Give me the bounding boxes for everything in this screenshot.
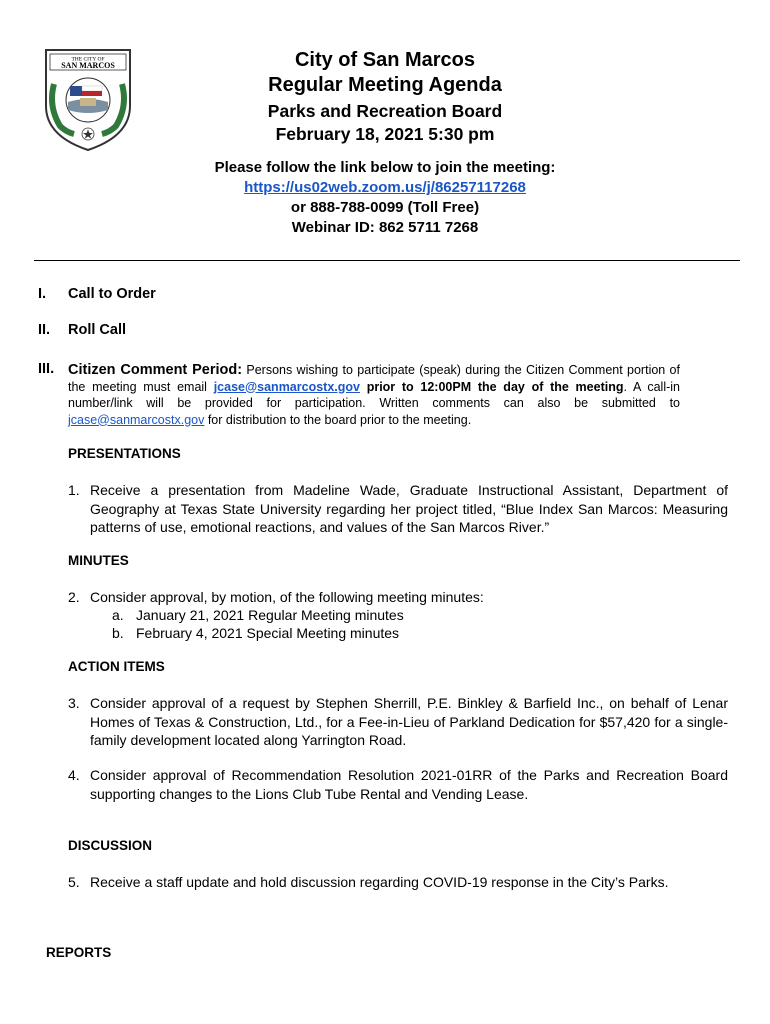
minutes-subitem-a: a. January 21, 2021 Regular Meeting minutes bbox=[112, 607, 404, 623]
email-link-2[interactable]: jcase@sanmarcostx.gov bbox=[68, 412, 205, 427]
header-divider bbox=[34, 260, 740, 261]
phone-number: or 888-788-0099 (Toll Free) bbox=[290, 199, 480, 216]
citizen-comment-paragraph: Citizen Comment Period: Persons wishing to participate (speak) during the Citizen Comment portion of the meeting must email jcase@sanmarcostx.gov prior to 12:00PM the day of the meeting. A call-in number/link will be provided for participation. Written comments can also be submitted to jcase@sanmarcostx.gov for distribution to the board prior to the meeting. bbox=[68, 362, 680, 427]
join-text: Please follow the link below to join the meeting: bbox=[214, 159, 556, 176]
heading-minutes: MINUTES bbox=[68, 553, 129, 568]
section-citizen-comment: Citizen Comment Period: bbox=[68, 362, 243, 378]
email-link[interactable]: jcase@sanmarcostx.gov bbox=[213, 379, 360, 394]
svg-text:THE CITY OF: THE CITY OF bbox=[71, 56, 105, 63]
agenda-item-2: 2. Consider approval, by motion, of the following meeting minutes: bbox=[68, 589, 484, 605]
agenda-header bbox=[160, 48, 610, 238]
svg-text:SAN MARCOS: SAN MARCOS bbox=[61, 61, 115, 70]
heading-reports: REPORTS bbox=[46, 945, 112, 960]
zoom-link[interactable]: https://us02web.zoom.us/j/86257117268 bbox=[244, 179, 526, 196]
agenda-item-3: 3. Consider approval of a request by Stephen Sherrill, P.E. Binkley & Barfield Inc., on behalf of Lenar Homes of Texas & Construction, Ltd., for a Fee-in-Lieu of Parkland Dedication for $57,420 for a single-family development located along Yarrington Road. bbox=[68, 695, 728, 748]
minutes-subitem-b: b. February 4, 2021 Special Meeting minutes bbox=[112, 625, 400, 641]
agenda-item-1: 1. Receive a presentation from Madeline Wade, Graduate Instructional Assistant, Department of Geography at Texas State University regarding her project titled, “Blue Index San Marcos: Measuring patterns of use, emotional reactions, and values of the San Marcos River.” bbox=[68, 482, 728, 535]
meeting-date: February 18, 2021 5:30 pm bbox=[275, 124, 495, 144]
agenda-item-5: 5. Receive a staff update and hold discussion regarding COVID-19 response in the City’s Parks. bbox=[68, 874, 669, 890]
join-info bbox=[160, 158, 610, 238]
section-roman-1: I. bbox=[38, 286, 47, 302]
title-agenda: Regular Meeting Agenda bbox=[268, 74, 502, 96]
title-city: City of San Marcos bbox=[294, 49, 476, 71]
heading-action-items: ACTION ITEMS bbox=[68, 659, 165, 674]
agenda-item-4: 4. Consider approval of Recommendation Resolution 2021-01RR of the Parks and Recreation Board supporting changes to the Lions Club Tube Rental and Vending Lease. bbox=[68, 767, 728, 802]
city-seal-logo bbox=[40, 44, 136, 152]
board-name: Parks and Recreation Board bbox=[267, 101, 503, 121]
section-roll-call: Roll Call bbox=[68, 322, 127, 338]
heading-presentations: PRESENTATIONS bbox=[68, 446, 181, 461]
heading-discussion: DISCUSSION bbox=[68, 838, 153, 853]
section-roman-3: III. bbox=[38, 361, 55, 377]
section-call-to-order: Call to Order bbox=[68, 286, 156, 302]
section-roman-2: II. bbox=[38, 322, 51, 338]
webinar-id: Webinar ID: 862 5711 7268 bbox=[291, 219, 479, 236]
